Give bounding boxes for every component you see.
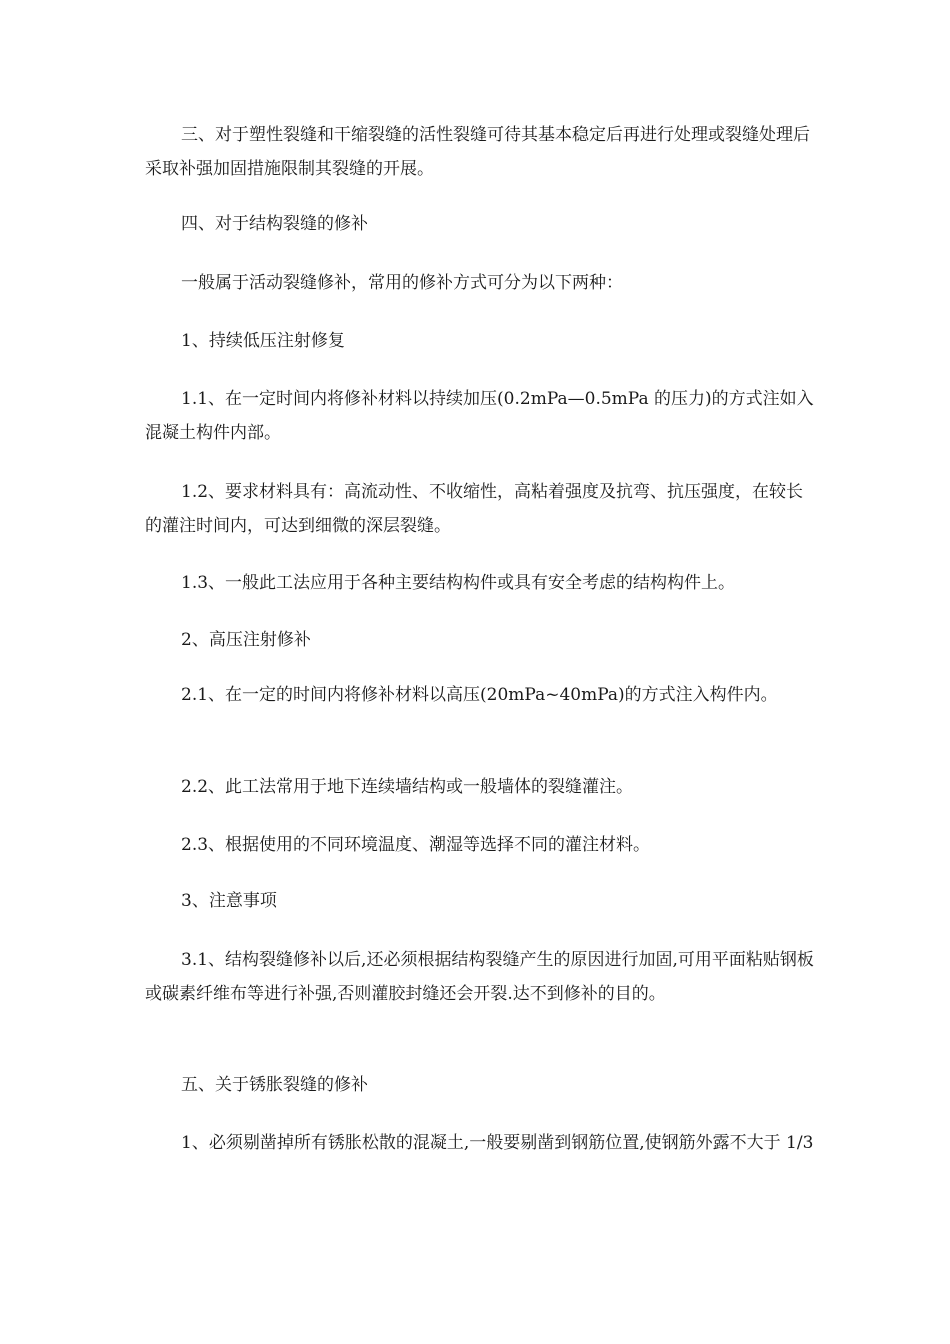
paragraph-2-2: 2.2、此工法常用于地下连续墙结构或一般墙体的裂缝灌注。 [181,777,634,797]
heading-item-1: 1、持续低压注射修复 [181,331,345,351]
heading-section-4: 四、对于结构裂缝的修补 [181,214,368,234]
paragraph-1-3: 1.3、一般此工法应用于各种主要结构构件或具有安全考虑的结构构件上。 [181,573,736,593]
heading-section-5: 五、关于锈胀裂缝的修补 [181,1075,368,1095]
paragraph-2-1: 2.1、在一定的时间内将修补材料以高压(20mPa~40mPa)的方式注入构件内。 [181,685,778,705]
heading-item-3: 3、注意事项 [181,891,277,911]
paragraph-1-1: 1.1、在一定时间内将修补材料以持续加压(0.2mPa—0.5mPa 的压力)的方式注如入混凝土构件内部。 [145,389,814,443]
paragraph-2-3: 2.3、根据使用的不同环境温度、潮湿等选择不同的灌注材料。 [181,835,651,855]
paragraph-1-2: 1.2、要求材料具有：高流动性、不收缩性，高粘着强度及抗弯、抗压强度，在较长的灌注时间内，可达到细微的深层裂缝。 [145,482,804,536]
heading-item-2: 2、高压注射修补 [181,630,311,650]
paragraph-2: 一般属于活动裂缝修补，常用的修补方式可分为以下两种： [181,273,623,293]
paragraph-5-1: 1、必须剔凿掉所有锈胀松散的混凝土,一般要剔凿到钢筋位置,使钢筋外露不大于 1/3 [181,1133,814,1153]
paragraph-1: 三、对于塑性裂缝和干缩裂缝的活性裂缝可待其基本稳定后再进行处理或裂缝处理后采取补强加固措施限制其裂缝的开展。 [145,125,810,179]
paragraph-3-1: 3.1、结构裂缝修补以后,还必须根据结构裂缝产生的原因进行加固,可用平面粘贴钢板或碳素纤维布等进行补强,否则灌胶封缝还会开裂.达不到修补的目的。 [145,950,814,1004]
